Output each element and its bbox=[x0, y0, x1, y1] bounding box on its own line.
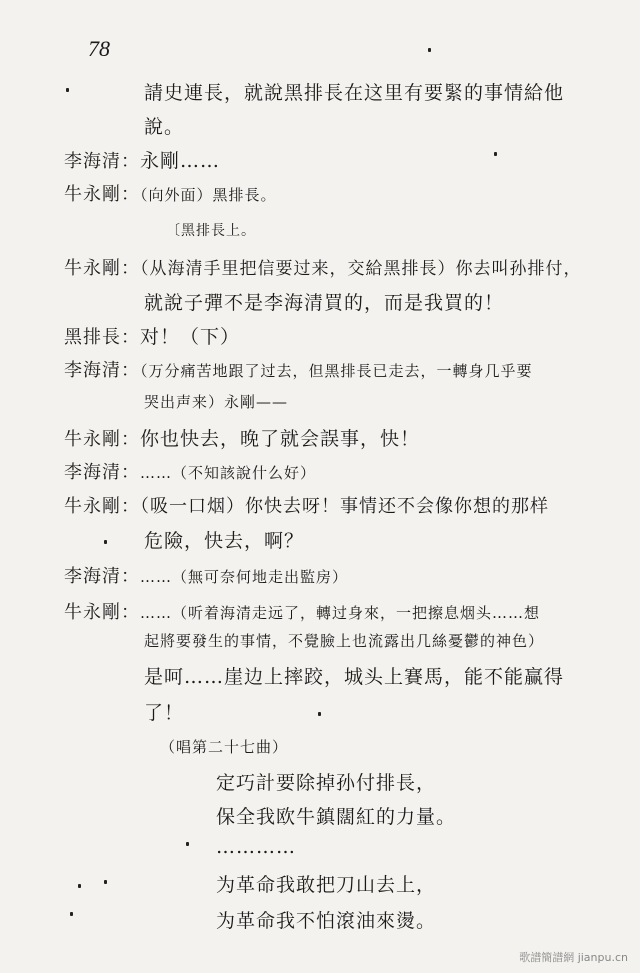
lyric-line: 为革命我敢把刀山去上， bbox=[216, 874, 437, 896]
page-number: 78 bbox=[88, 36, 110, 61]
text-line: 了！ bbox=[144, 702, 185, 724]
speaker-name: 李海清： bbox=[64, 151, 140, 172]
dialogue-line: 李海清：……（無可奈何地走出監房） bbox=[64, 566, 349, 587]
dialogue-line: 牛永剛：（吸一口烟）你快去呀！事情还不会像你想的那样 bbox=[64, 496, 549, 517]
text-line: 危險，快去，啊？ bbox=[144, 530, 305, 552]
speaker-name: 牛永剛： bbox=[64, 602, 140, 623]
text-line: 哭出声来）永剛—— bbox=[144, 393, 289, 411]
print-speck bbox=[428, 48, 431, 52]
print-speck bbox=[186, 842, 189, 846]
dialogue-line: 牛永剛：你也快去，晚了就会誤事，快！ bbox=[64, 428, 421, 450]
text-line: 請史連長，就說黑排長在这里有要緊的事情給他 bbox=[144, 82, 565, 104]
print-speck bbox=[318, 712, 321, 716]
print-speck bbox=[494, 152, 497, 156]
speaker-name: 牛永剛： bbox=[64, 184, 140, 205]
speaker-name: 李海清： bbox=[64, 462, 140, 483]
dialogue-line: 牛永剛：（从海清手里把信要过来，交給黑排長）你去叫孙排付， bbox=[64, 258, 582, 279]
dialogue-line: 牛永剛：……（听着海清走远了，轉过身來，一把擦息烟头……想 bbox=[64, 602, 541, 623]
text-line: 是呵……崖边上摔跤，城头上賽馬，能不能赢得 bbox=[144, 666, 565, 688]
print-speck bbox=[70, 912, 73, 916]
speaker-name: 牛永剛： bbox=[64, 258, 140, 279]
stage-direction: 〔黑排長上。 bbox=[166, 223, 256, 239]
watermark: 歌譜簡譜網 jianpu.cn bbox=[519, 951, 628, 964]
speaker-name: 黑排長： bbox=[64, 327, 140, 348]
dialogue-line: 牛永剛：（向外面）黑排長。 bbox=[64, 184, 277, 205]
speaker-name: 李海清： bbox=[64, 566, 140, 587]
speaker-name: 李海清： bbox=[64, 360, 140, 381]
print-speck bbox=[66, 88, 69, 92]
lyric-line: 定巧計要除掉孙付排長， bbox=[216, 772, 437, 794]
lyric-line: 保全我欧牛鎮闊紅的力量。 bbox=[216, 806, 457, 828]
speaker-name: 牛永剛： bbox=[64, 496, 140, 517]
speaker-name: 牛永剛： bbox=[64, 429, 140, 450]
print-speck bbox=[104, 540, 107, 544]
text-line: 起將要發生的事情，不覺臉上也流露出几絲憂鬱的神色） bbox=[144, 632, 545, 650]
dialogue-line: 李海清：永剛…… bbox=[64, 150, 221, 172]
text-line: 就說子彈不是李海清買的，而是我買的！ bbox=[144, 292, 505, 314]
text-line: 說。 bbox=[144, 116, 185, 138]
dialogue-line: 李海清：（万分痛苦地跟了过去，但黑排長已走去，一轉身几乎要 bbox=[64, 360, 533, 381]
print-speck bbox=[78, 884, 81, 888]
dialogue-line: 李海清：……（不知該說什么好） bbox=[64, 462, 317, 483]
print-speck bbox=[104, 880, 107, 884]
lyric-line: ………… bbox=[216, 836, 296, 858]
lyric-line: 为革命我不怕滾油來燙。 bbox=[216, 910, 437, 932]
dialogue-line: 黑排長：对！（下） bbox=[64, 326, 241, 348]
song-direction: （唱第二十七曲） bbox=[160, 738, 289, 756]
